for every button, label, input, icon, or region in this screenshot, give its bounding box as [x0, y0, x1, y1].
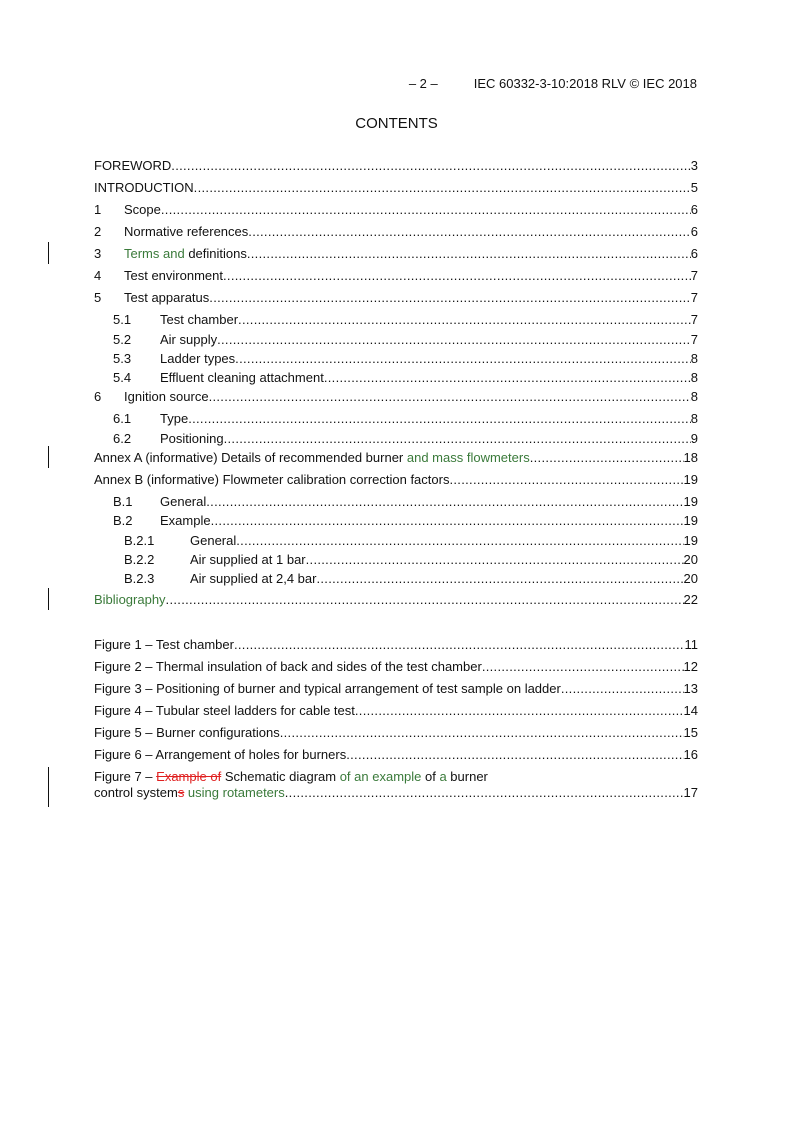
figure-entry[interactable] [94, 681, 698, 697]
dot-leader [166, 592, 684, 608]
page-ref: 7 [690, 332, 698, 347]
change-bar [48, 767, 49, 807]
figure-entry[interactable] [94, 785, 698, 801]
entry-title [94, 725, 280, 741]
toc-entry[interactable] [113, 351, 698, 367]
toc-entry[interactable] [94, 158, 698, 174]
change-bar [48, 242, 49, 264]
dot-leader [530, 450, 684, 466]
page-ref: 20 [683, 552, 698, 567]
change-bar [48, 588, 49, 610]
text-segment: Figure 4 – Tubular steel ladders for cable test [94, 703, 355, 718]
toc-entry[interactable] [124, 552, 698, 568]
page-ref: 5 [690, 180, 698, 195]
text-segment: Figure 3 – Positioning of burner and typical arrangement of test sample on ladder [94, 681, 561, 696]
dot-leader [223, 268, 691, 284]
page-ref: 6 [690, 202, 698, 217]
dot-leader [248, 224, 690, 240]
page-ref: 9 [690, 431, 698, 446]
text-segment: definitions [184, 246, 247, 261]
dot-leader [235, 351, 691, 367]
dot-leader [449, 472, 683, 488]
dot-leader [188, 411, 691, 427]
inserted-text: of an example [339, 769, 422, 784]
figure-entry[interactable] [94, 659, 698, 675]
dot-leader [209, 389, 691, 405]
toc-entry[interactable] [94, 202, 698, 218]
page-ref: 7 [690, 312, 698, 327]
page-ref: 17 [683, 785, 698, 800]
entry-title [160, 312, 238, 328]
text-segment: Test environment [124, 268, 223, 283]
change-bar [48, 446, 49, 468]
dot-leader [209, 290, 690, 306]
text-segment: Test apparatus [124, 290, 210, 305]
section-number: 6.2 [113, 431, 132, 446]
text-segment: Type [160, 411, 189, 426]
text-segment: General [160, 494, 207, 509]
entry-title [94, 158, 171, 174]
entry-title [94, 659, 482, 675]
toc-entry[interactable] [94, 268, 698, 284]
page-ref: 8 [690, 370, 698, 385]
toc-entry[interactable] [94, 592, 698, 608]
page-ref: 7 [690, 268, 698, 283]
page-ref: 11 [684, 637, 698, 652]
text-segment: FOREWORD [94, 158, 172, 173]
toc-entry[interactable] [94, 224, 698, 240]
entry-title [94, 592, 166, 608]
section-number: 6.1 [113, 411, 132, 426]
page-ref: 22 [683, 592, 698, 607]
dot-leader [161, 202, 691, 218]
inserted-text: using rotameters [184, 785, 285, 800]
entry-title [94, 637, 234, 653]
entry-title [94, 703, 355, 719]
dot-leader [234, 637, 685, 653]
page-ref: 8 [690, 389, 698, 404]
dot-leader [355, 703, 684, 719]
page-ref: 19 [683, 513, 698, 528]
dot-leader [280, 725, 684, 741]
dot-leader [217, 332, 691, 348]
toc-entry[interactable] [94, 290, 698, 306]
page-ref: 19 [683, 472, 698, 487]
entry-title [124, 202, 161, 218]
dot-leader [285, 785, 684, 801]
text-segment: INTRODUCTION [94, 180, 194, 195]
dot-leader [194, 180, 691, 196]
text-segment: Figure 5 – Burner configurations [94, 725, 280, 740]
dot-leader [224, 431, 691, 447]
section-number: 5.1 [113, 312, 132, 327]
text-segment: Figure 7 – [94, 769, 157, 784]
page-ref: 14 [683, 703, 698, 718]
page-ref: 18 [683, 450, 698, 465]
toc-entry[interactable] [113, 494, 698, 510]
text-segment: burner [446, 769, 488, 784]
deleted-text: Example of [156, 769, 222, 784]
entry-title [190, 533, 236, 549]
section-number: 1 [94, 202, 102, 217]
section-number: 6 [94, 389, 102, 404]
page-ref: 6 [690, 224, 698, 239]
text-segment: Air supplied at 2,4 bar [190, 571, 317, 586]
figure-entry[interactable] [94, 725, 698, 741]
entry-title [124, 268, 223, 284]
entry-title [94, 681, 561, 697]
page-ref: 19 [683, 533, 698, 548]
dot-leader [482, 659, 684, 675]
toc-entry[interactable] [124, 571, 698, 587]
text-segment: Scope [124, 202, 161, 217]
text-segment: Figure 6 – Arrangement of holes for burners [94, 747, 347, 762]
text-segment: Air supply [160, 332, 218, 347]
text-segment: Annex B (informative) Flowmeter calibration correction factors [94, 472, 450, 487]
toc-entry[interactable] [113, 431, 698, 447]
dot-leader [211, 513, 684, 529]
inserted-text: and mass flowmeters [406, 450, 530, 465]
figure-entry[interactable] [94, 637, 698, 653]
text-segment: Figure 2 – Thermal insulation of back and sides of the test chamber [94, 659, 482, 674]
dot-leader [236, 533, 683, 549]
page-ref: 20 [683, 571, 698, 586]
page-ref: 12 [683, 659, 698, 674]
text-segment: Normative references [124, 224, 249, 239]
section-number: B.1 [113, 494, 133, 509]
dot-leader [316, 571, 683, 587]
page-ref: 8 [690, 351, 698, 366]
section-number: 4 [94, 268, 102, 283]
text-segment: Example [160, 513, 211, 528]
entry-title [160, 494, 206, 510]
section-number: B.2.1 [124, 533, 155, 548]
contents-title: CONTENTS [355, 115, 438, 132]
toc-entry[interactable] [94, 246, 698, 262]
entry-title [160, 411, 188, 427]
toc-entry[interactable] [113, 513, 698, 529]
page-ref: 19 [683, 494, 698, 509]
section-number: B.2.3 [124, 571, 155, 586]
text-segment: control system [94, 785, 178, 800]
toc-entry[interactable] [94, 472, 698, 488]
page-ref: 7 [690, 290, 698, 305]
entry-title [94, 785, 285, 801]
dot-leader [346, 747, 683, 763]
inserted-text: Terms and [124, 246, 185, 261]
page-header [409, 76, 697, 91]
inserted-text: Bibliography [94, 592, 166, 607]
entry-title [94, 450, 530, 466]
toc-entry[interactable] [94, 450, 698, 466]
dot-leader [171, 158, 690, 174]
toc-entry[interactable] [94, 180, 698, 196]
dot-leader [306, 552, 684, 568]
section-number: 3 [94, 246, 102, 261]
text-segment: Annex A (informative) Details of recommended burner [94, 450, 407, 465]
toc-entry[interactable] [94, 389, 698, 405]
page-ref: 15 [683, 725, 698, 740]
section-number: 5.3 [113, 351, 132, 366]
entry-title [160, 513, 211, 529]
deleted-text: s [177, 785, 185, 800]
section-number: B.2 [113, 513, 133, 528]
section-number: 5.4 [113, 370, 132, 385]
text-segment: General [190, 533, 237, 548]
text-segment: Schematic diagram [221, 769, 340, 784]
page-ref: 16 [683, 747, 698, 762]
entry-title [94, 180, 194, 196]
page-ref: 3 [690, 158, 698, 173]
entry-title [94, 747, 346, 763]
toc-entry[interactable] [113, 370, 698, 386]
page-ref: 8 [690, 411, 698, 426]
dot-leader [561, 681, 684, 697]
entry-title [190, 552, 306, 568]
text-segment: Test chamber [160, 312, 239, 327]
text-segment: of [421, 769, 440, 784]
page-ref: 6 [690, 246, 698, 261]
section-number: 2 [94, 224, 102, 239]
figure-entry[interactable] [94, 703, 698, 719]
toc-entry[interactable] [113, 411, 698, 427]
figure-entry[interactable] [94, 747, 698, 763]
section-number: 5 [94, 290, 102, 305]
entry-title [124, 246, 247, 262]
section-number: 5.2 [113, 332, 132, 347]
text-segment: Ignition source [124, 389, 209, 404]
entry-title [160, 431, 224, 447]
toc-entry[interactable] [124, 533, 698, 549]
entry-title [124, 290, 209, 306]
dot-leader [247, 246, 691, 262]
entry-title [160, 351, 235, 367]
text-segment: Positioning [160, 431, 224, 446]
entry-title [190, 571, 316, 587]
figure-7-title-line1[interactable] [94, 769, 488, 785]
dot-leader [206, 494, 683, 510]
entry-title [94, 472, 449, 488]
document-id: IEC 60332-3-10:2018 RLV © IEC 2018 [473, 76, 697, 91]
toc-entry[interactable] [113, 332, 698, 348]
inserted-text: a [439, 769, 447, 784]
entry-title [160, 332, 217, 348]
page-number: – 2 – [408, 76, 438, 91]
entry-title [160, 370, 324, 386]
text-segment: Effluent cleaning attachment [160, 370, 324, 385]
text-segment: Ladder types [160, 351, 236, 366]
entry-title [124, 224, 248, 240]
dot-leader [238, 312, 691, 328]
entry-title [124, 389, 209, 405]
page-ref: 13 [683, 681, 698, 696]
text-segment: Air supplied at 1 bar [190, 552, 306, 567]
toc-entry[interactable] [113, 312, 698, 328]
text-segment: Figure 1 – Test chamber [94, 637, 234, 652]
dot-leader [324, 370, 691, 386]
section-number: B.2.2 [124, 552, 155, 567]
